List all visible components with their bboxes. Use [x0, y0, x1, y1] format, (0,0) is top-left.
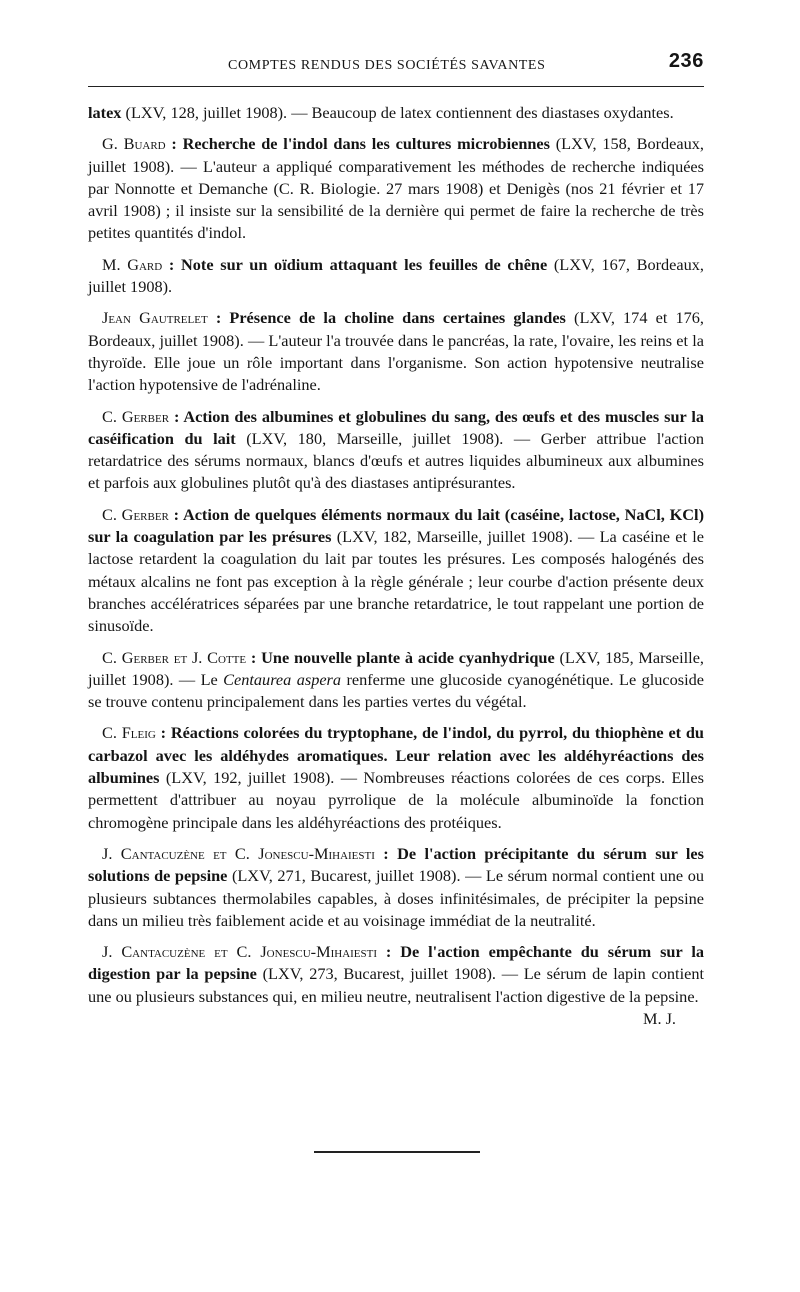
closing-rule [314, 1151, 480, 1153]
reviewer-signature: M. J. [642, 1008, 676, 1028]
entry-author: C. Gerber et J. Cotte [102, 647, 247, 667]
entry-title: : De l'action précipitante du sérum sur les solutions de pepsine [88, 843, 704, 886]
header-rule [88, 86, 704, 87]
entry-title: : Réactions colorées du tryptophane, de l'indol, du pyrrol, du thiophène et du carbazol avec les aldéhydes aromatiques. Leur relation avec les aldéhyréactions des albumines [88, 723, 704, 788]
entry-reference: (LXV, 174 et 176, Bordeaux, juillet 1908). [88, 308, 704, 350]
entry-reference: (LXV, 167, Bordeaux, juillet 1908). [88, 254, 704, 297]
entry-author: J. Cantacuzène et C. Jonescu-Mihaiesti [102, 942, 378, 962]
entry-author: C. Gerber [102, 504, 169, 524]
entry-title: : Recherche de l'indol dans les cultures microbiennes [165, 134, 550, 154]
abstract-entry [88, 722, 704, 833]
entry-author: C. Gerber [102, 406, 170, 426]
entry-title: : Note sur un oïdium attaquant les feuilles de chêne [162, 254, 548, 274]
entry-author: M. Gard [102, 254, 163, 274]
entry-author: J. Cantacuzène et C. Jonescu-Mihaiesti [102, 843, 375, 863]
abstract-entry [88, 307, 704, 396]
entry-reference: (LXV, 180, Marseille, juillet 1908). [235, 428, 504, 448]
entry-title: : De l'action empêchante du sérum sur la digestion par la pepsine [88, 942, 704, 984]
abstract-entry [88, 133, 704, 244]
entry-reference: (LXV, 271, Bucarest, juillet 1908). [227, 866, 461, 886]
abstracts-body [88, 102, 704, 1030]
entry-abstract: — Beaucoup de latex contiennent des diastases oxydantes. [287, 103, 674, 122]
abstract-entry [88, 941, 704, 1028]
entry-author: G. Buard [102, 134, 166, 154]
entry-title: : Présence de la choline dans certaines glandes [207, 308, 566, 328]
entry-abstract: — L'auteur l'a trouvée dans le pancréas, la rate, l'ovaire, les reins et la thyroïde. Elle joue un rôle important dans l'organisme. Son action hypotensive neutralise l'action hypotensive de l'adrénaline. [88, 330, 704, 395]
document-page [88, 50, 705, 1028]
page-number: 236 [668, 50, 704, 72]
entry-title: : Action de quelques éléments normaux du lait (caséine, lactose, NaCl, KCl) sur la coagulation par les présures [88, 504, 704, 547]
abstract-entry [88, 843, 704, 932]
abstract-entry [88, 406, 704, 495]
entry-reference: (LXV, 158, Bordeaux, juillet 1908). [88, 134, 704, 176]
entry-abstract: — L'auteur a appliqué comparativement les méthodes de recherche indiquées par Nonnotte et Demanche (C. R. Biologie. 27 mars 1908) et Denigès (nos 21 février et 17 avril 1908) ; il insiste sur la sensibilité de la dernière qui permet de faire la recherche de très petites quantités d'indol. [88, 156, 704, 243]
entry-title: : Action des albumines et globulines du sang, des œufs et des muscles sur la caséification du lait [88, 406, 704, 448]
entry-abstract: — La caséine et le lactose retardent la coagulation du lait par toutes les présures. Les composés halogénés des métaux alcalins ne font pas exception à la règle générale ; leur courbe d'action présente deux branches accélératrices séparées par une branche retardatrice, le tout rappelant une portion de sinusoïde. [88, 527, 705, 636]
entry-abstract: — Gerber attribue l'action retardatrice des sérums normaux, blancs d'œufs et autres liquides albumineux aux albumines et parfois aux globulines plutôt qu'à des diastases antiprésurantes. [88, 428, 704, 493]
entry-abstract-prefix: — Le [173, 669, 224, 689]
running-title: COMPTES RENDUS DES SOCIÉTÉS SAVANTES [228, 58, 546, 73]
entry-abstract: — Le sérum de lapin contient une ou plusieurs substances qui, en milieu neutre, neutralisent l'action digestive de la pepsine. [88, 964, 704, 1006]
abstract-entry [88, 102, 704, 124]
abstract-entry [88, 254, 704, 299]
species-name: Centaurea aspera [223, 669, 342, 689]
entry-title: latex [88, 103, 122, 122]
entry-title: : Une nouvelle plante à acide cyanhydrique [246, 647, 555, 667]
entry-reference: (LXV, 128, juillet 1908). [121, 103, 288, 122]
entry-abstract: — Le sérum normal contient une ou plusieurs subtances thermolabiles capables, à doses infinitésimales, de précipiter la pepsine dans un milieu très faiblement acide et au voisinage immédiat de la neutralité. [88, 866, 704, 930]
entry-author: C. Fleig [102, 723, 156, 743]
entry-reference: (LXV, 273, Bucarest, juillet 1908). [256, 964, 496, 984]
entry-reference: (LXV, 192, juillet 1908). [159, 768, 335, 788]
entry-reference: (LXV, 182, Marseille, juillet 1908). [331, 527, 573, 547]
abstract-entry [88, 504, 704, 638]
entry-abstract: renferme une glucoside cyanogénétique. Le glucoside se trouve contenu principalement dans les parties vertes du végétal. [88, 669, 704, 712]
entry-author: Jean Gautrelet [102, 308, 208, 328]
running-header [88, 52, 704, 78]
entry-abstract: — Nombreuses réactions colorées de ces corps. Elles permettent d'attribuer au noyau pyrrolique de la molécule albuminoïde la fonction chromogène principale dans les aldéhyréactions des protéiques. [88, 768, 704, 832]
entry-reference: (LXV, 185, Marseille, juillet 1908). [88, 647, 704, 689]
abstract-entry [88, 647, 704, 714]
